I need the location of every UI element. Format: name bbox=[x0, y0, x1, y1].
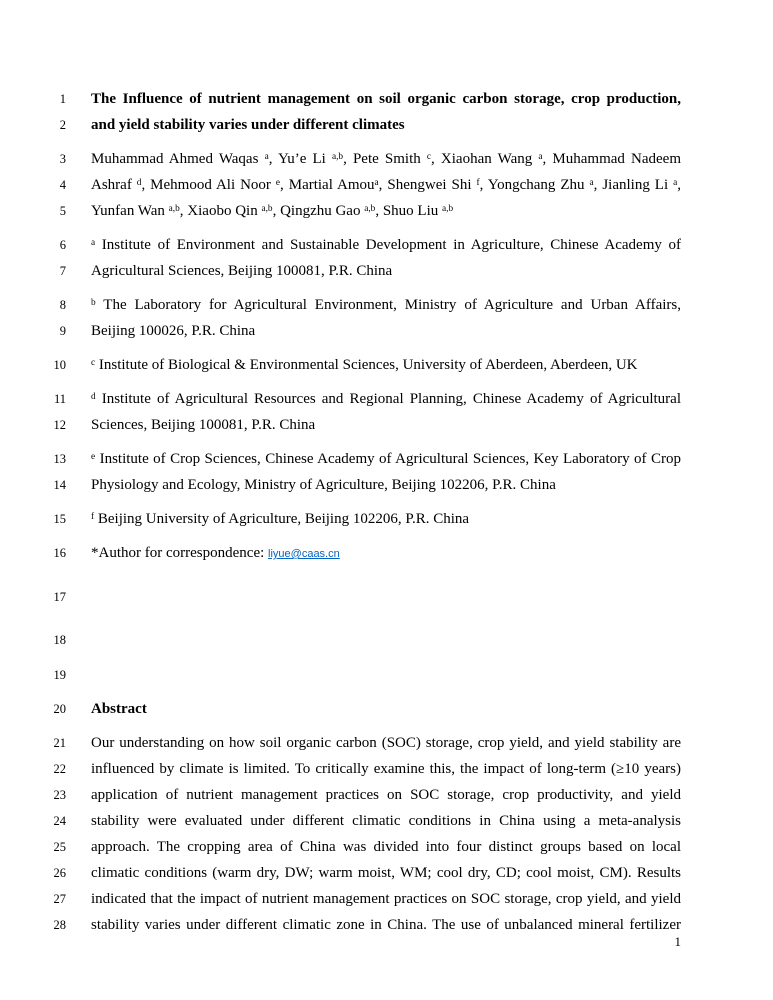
line-number: 12 bbox=[53, 418, 66, 432]
line-text: $^f$ Beijing University of Agriculture, Beijing 102206, P.R. China bbox=[91, 511, 470, 527]
affiliation-a bbox=[0, 232, 773, 284]
line-number: 4 bbox=[59, 178, 66, 192]
document-line bbox=[0, 886, 773, 912]
document-line bbox=[0, 653, 773, 688]
line-number: 3 bbox=[59, 152, 66, 166]
correspondence-email-link[interactable]: liyue@caas.cn bbox=[268, 548, 340, 560]
line-number: 2 bbox=[59, 118, 66, 132]
affiliation-b bbox=[0, 292, 773, 344]
line-text: $^b$ The Laboratory for Agricultural Environment, Ministry of Agriculture and Urban Affairs, bbox=[91, 297, 681, 313]
line-number: 6 bbox=[59, 238, 66, 252]
line-text: stability varies under different climatic zone in China. The use of unbalanced mineral fertilizer bbox=[91, 917, 681, 933]
line-number: 20 bbox=[53, 702, 66, 716]
line-text: Beijing 100026, P.R. China bbox=[91, 323, 256, 339]
line-number: 26 bbox=[53, 866, 66, 880]
line-text: approach. The cropping area of China was divided into four distinct groups based on local bbox=[91, 839, 681, 855]
line-text: $^d$ Institute of Agricultural Resources and Regional Planning, Chinese Academy of Agricultural bbox=[91, 391, 681, 407]
line-number: 10 bbox=[53, 358, 66, 372]
document-line bbox=[0, 808, 773, 834]
affiliation-e bbox=[0, 446, 773, 498]
document-line bbox=[0, 730, 773, 756]
line-number: 5 bbox=[59, 204, 66, 218]
line-text: $^c$ Institute of Biological & Environmental Sciences, University of Aberdeen, Aberdeen, UK bbox=[91, 357, 638, 373]
document-line bbox=[0, 506, 773, 532]
line-number: 15 bbox=[53, 512, 66, 526]
line-text bbox=[91, 618, 681, 644]
line-text: influenced by climate is limited. To critically examine this, the impact of long-term (≥10 years) bbox=[91, 761, 681, 777]
document-line bbox=[0, 696, 773, 722]
document-line bbox=[0, 446, 773, 472]
line-text: $^a$ Institute of Environment and Sustainable Development in Agriculture, Chinese Academy of bbox=[91, 237, 681, 253]
document-line bbox=[0, 198, 773, 224]
page-number: 1 bbox=[674, 934, 681, 949]
document-line bbox=[0, 258, 773, 284]
paper-title bbox=[0, 86, 773, 138]
line-text: Agricultural Sciences, Beijing 100081, P.R. China bbox=[91, 263, 393, 279]
document-line bbox=[0, 618, 773, 653]
document-line bbox=[0, 352, 773, 378]
line-text: Our understanding on how soil organic carbon (SOC) storage, crop yield, and yield stability are bbox=[91, 735, 681, 751]
document-line bbox=[0, 834, 773, 860]
line-text: Yunfan Wan $^{a,b}$, Xiaobo Qin $^{a,b}$, Qingzhu Gao $^{a,b}$, Shuo Liu $^{a,b}$ bbox=[91, 203, 454, 219]
line-number: 14 bbox=[53, 478, 66, 492]
line-number: 18 bbox=[53, 633, 66, 647]
line-number: 13 bbox=[53, 452, 66, 466]
line-number: 24 bbox=[53, 814, 66, 828]
line-text: climatic conditions (warm dry, DW; warm moist, WM; cool dry, CD; cool moist, CM). Results bbox=[91, 865, 681, 881]
line-text: $^e$ Institute of Crop Sciences, Chinese Academy of Agricultural Sciences, Key Laboratory of Crop bbox=[91, 451, 681, 467]
abstract-paragraph bbox=[0, 730, 773, 938]
line-text: *Author for correspondence: liyue@caas.cn bbox=[91, 545, 340, 561]
document-line bbox=[0, 232, 773, 258]
document-line bbox=[0, 860, 773, 886]
line-number: 9 bbox=[59, 324, 66, 338]
line-number: 21 bbox=[53, 736, 66, 750]
line-number: 23 bbox=[53, 788, 66, 802]
line-text: and yield stability varies under different climates bbox=[91, 117, 405, 133]
line-number: 19 bbox=[53, 668, 66, 682]
document-line bbox=[0, 86, 773, 112]
document-line bbox=[0, 575, 773, 610]
document-line bbox=[0, 912, 773, 938]
blank-line-17 bbox=[0, 575, 773, 610]
line-text: Abstract bbox=[91, 701, 147, 717]
line-text: Muhammad Ahmed Waqas $^a$, Yu’e Li $^{a,b}$, Pete Smith $^c$, Xiaohan Wang $^a$, Muhammad Nadeem bbox=[91, 151, 681, 167]
affiliation-f bbox=[0, 506, 773, 532]
abstract-heading bbox=[0, 696, 773, 722]
line-text: The Influence of nutrient management on soil organic carbon storage, crop production, bbox=[91, 91, 681, 107]
line-text bbox=[91, 653, 681, 679]
document-line bbox=[0, 146, 773, 172]
document-line bbox=[0, 472, 773, 498]
author-list bbox=[0, 146, 773, 224]
line-number: 28 bbox=[53, 918, 66, 932]
line-number: 25 bbox=[53, 840, 66, 854]
document-line bbox=[0, 292, 773, 318]
document-line bbox=[0, 540, 773, 567]
line-text: Physiology and Ecology, Ministry of Agriculture, Beijing 102206, P.R. China bbox=[91, 477, 556, 493]
line-text: indicated that the impact of nutrient management practices on SOC storage, crop yield, and yield bbox=[91, 891, 681, 907]
line-number: 8 bbox=[59, 298, 66, 312]
document-line bbox=[0, 318, 773, 344]
affiliation-d bbox=[0, 386, 773, 438]
line-number: 27 bbox=[53, 892, 66, 906]
line-number: 17 bbox=[53, 590, 66, 604]
document-line bbox=[0, 756, 773, 782]
document-line bbox=[0, 412, 773, 438]
line-text: stability were evaluated under different climatic conditions in China using a meta-analysis bbox=[91, 813, 681, 829]
line-text: application of nutrient management practices on SOC storage, crop productivity, and yield bbox=[91, 787, 681, 803]
line-number: 16 bbox=[53, 546, 66, 560]
line-number: 7 bbox=[59, 264, 66, 278]
document-line bbox=[0, 386, 773, 412]
line-number: 11 bbox=[53, 392, 66, 406]
correspondence bbox=[0, 540, 773, 567]
line-number: 1 bbox=[59, 92, 66, 106]
line-text: Ashraf $^d$, Mehmood Ali Noor $^e$, Martial Amou$^a$, Shengwei Shi $^f$, Yongchang Zhu $^a$, Jianling Li $^a$, bbox=[91, 177, 681, 193]
affiliation-c bbox=[0, 352, 773, 378]
document-line bbox=[0, 172, 773, 198]
line-text bbox=[91, 575, 681, 601]
document-line bbox=[0, 782, 773, 808]
line-text: Sciences, Beijing 100081, P.R. China bbox=[91, 417, 316, 433]
line-number: 22 bbox=[53, 762, 66, 776]
document-line bbox=[0, 112, 773, 138]
blank-lines-18-19 bbox=[0, 618, 773, 688]
